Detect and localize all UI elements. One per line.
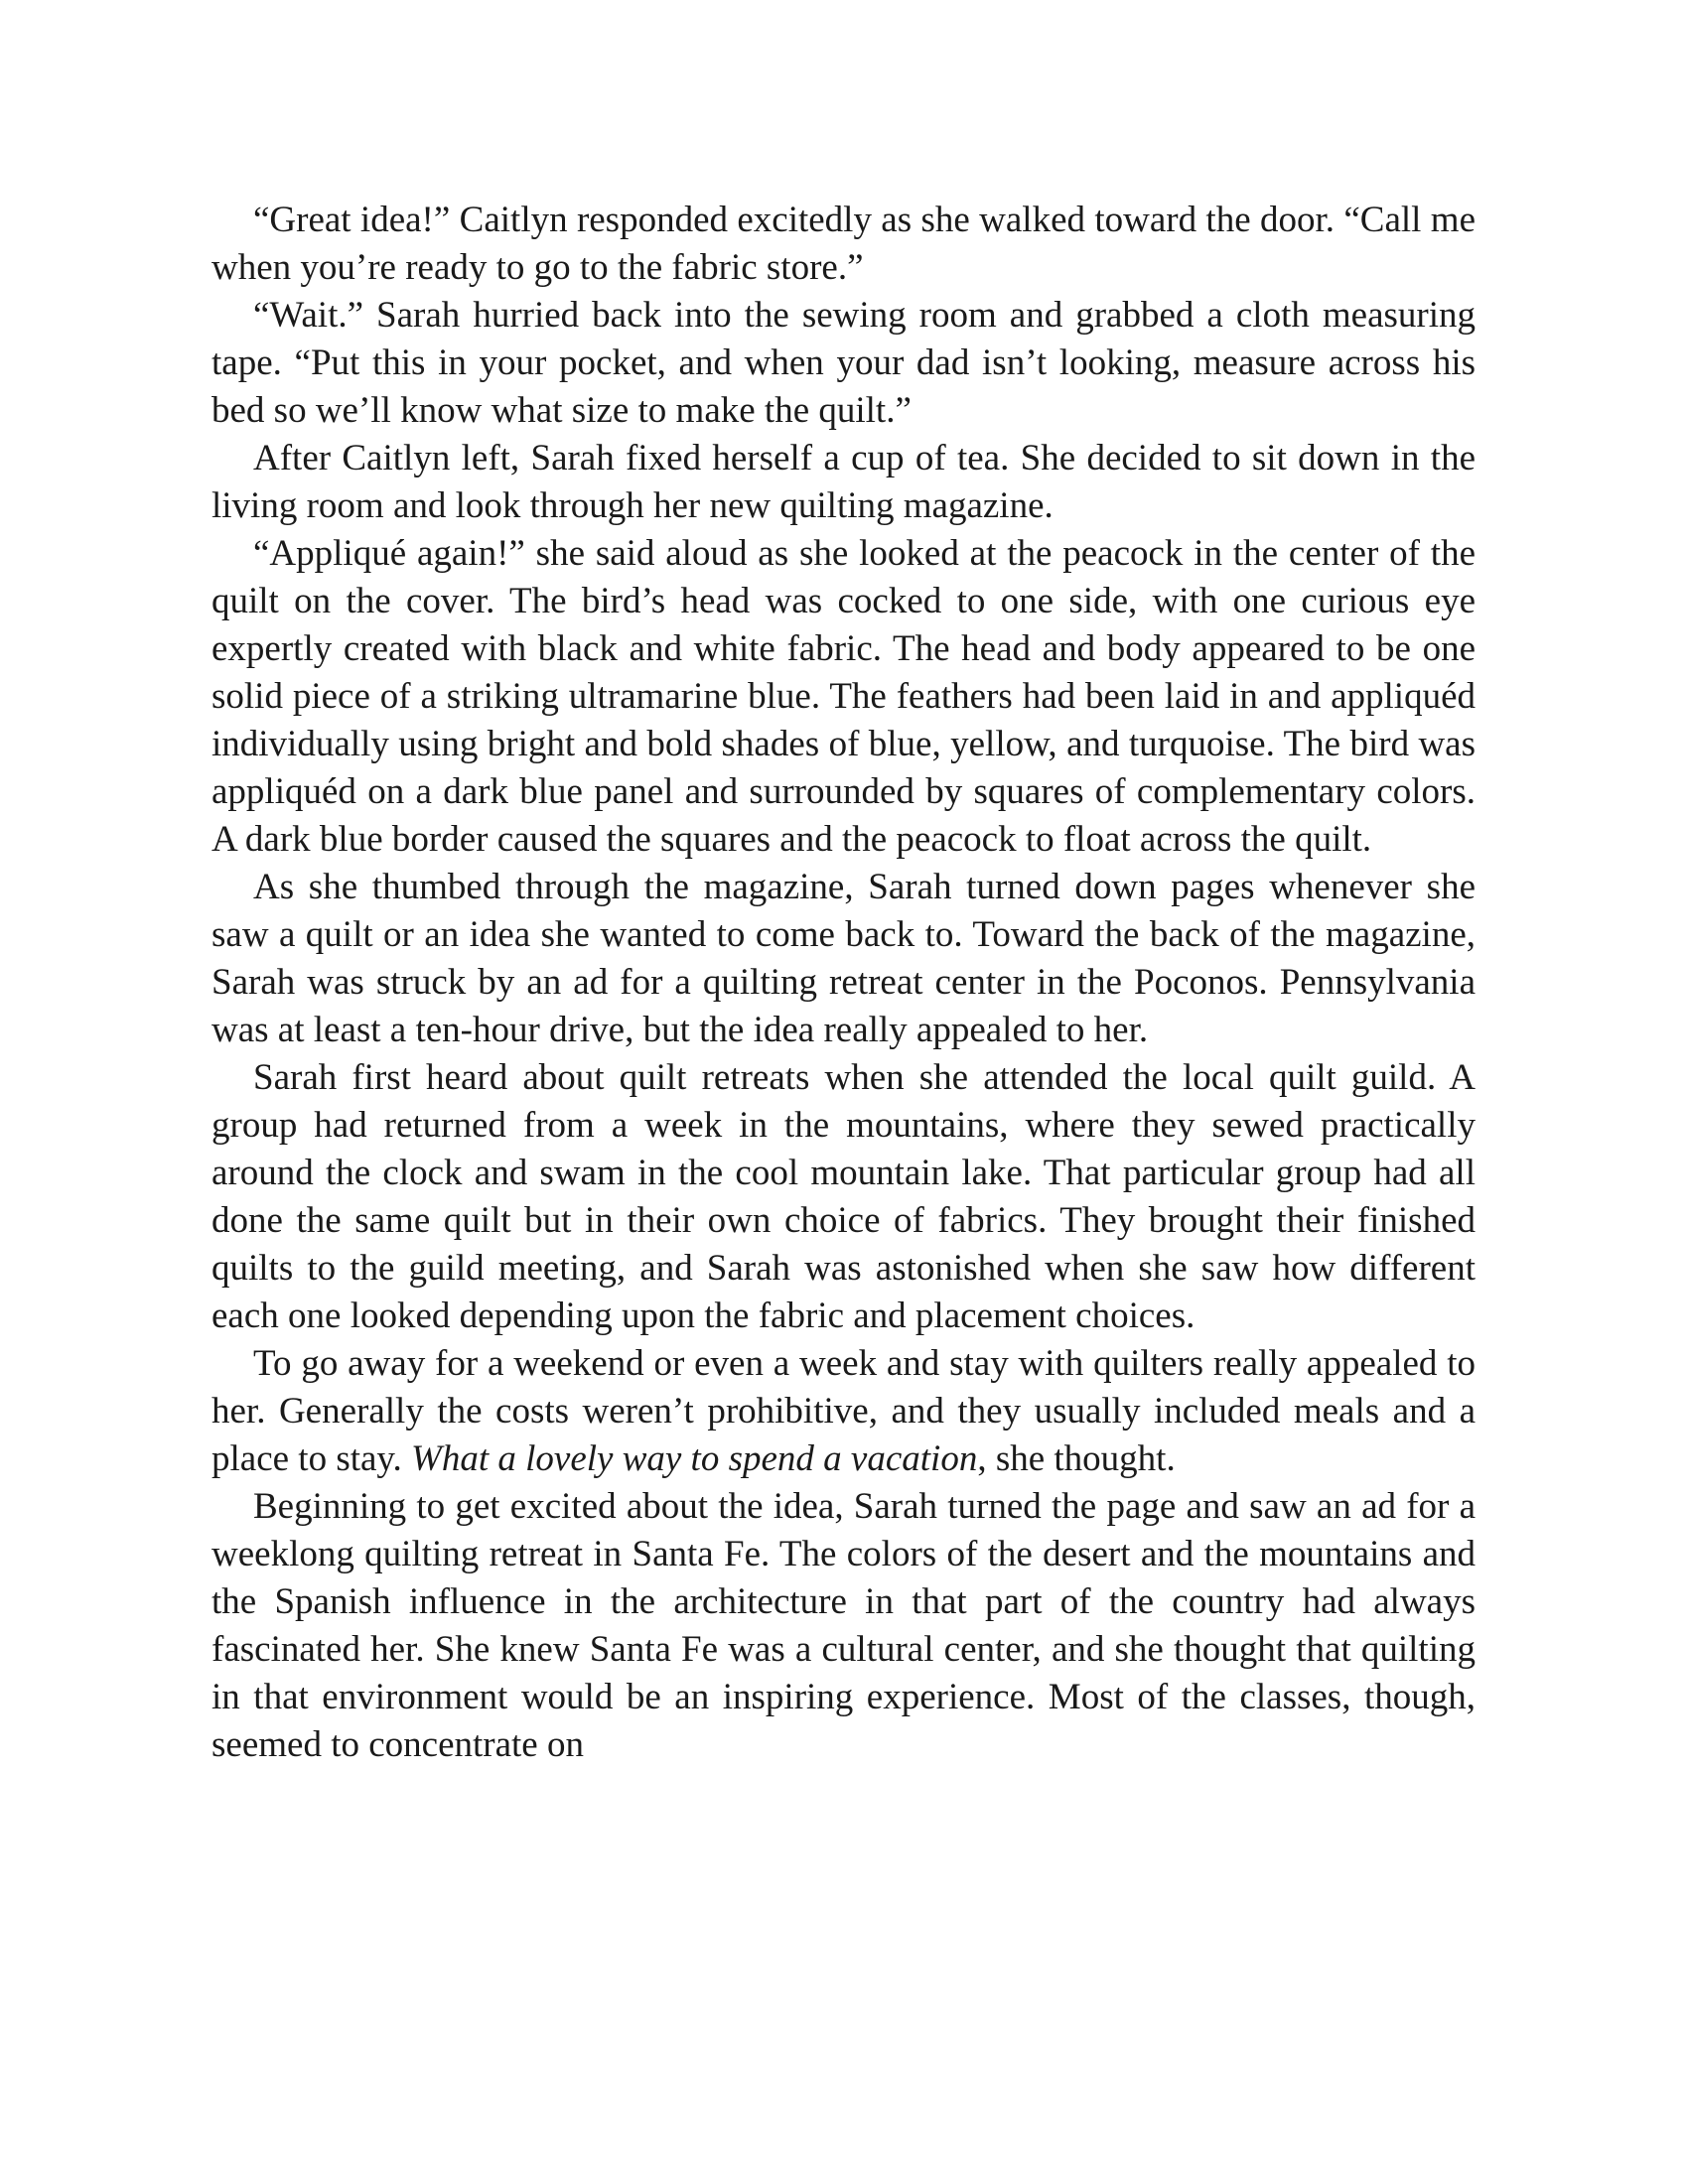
- paragraph-2: “Wait.” Sarah hurried back into the sewing room and grabbed a cloth measuring tape. “Put this in your pocket, and when your dad isn’t looking, measure across his bed so we’ll know what size to make the quilt.”: [211, 295, 1476, 431]
- paragraph-7: [211, 1340, 1476, 1483]
- paragraph-8: Beginning to get excited about the idea, Sarah turned the page and saw an ad for a weeklong quilting retreat in Santa Fe. The colors of the desert and the mountains and the Spanish influence in the architecture in that part of the country had always fascinated her. She knew Santa Fe was a cultural center, and she thought that quilting in that environment would be an inspiring experience. Most of the classes, though, seemed to concentrate on: [211, 1486, 1476, 1765]
- paragraph-5: As she thumbed through the magazine, Sarah turned down pages whenever she saw a quilt or an idea she wanted to come back to. Toward the back of the magazine, Sarah was struck by an ad for a quilting retreat center in the Poconos. Pennsylvania was at least a ten-hour drive, but the idea really appealed to her.: [211, 867, 1476, 1050]
- paragraph-7-text-after: , she thought.: [977, 1438, 1176, 1479]
- paragraph-7-text-before: To go away for a weekend or even a week and stay with quilters really appealed to her. Generally the costs weren’t prohibitive, and they usually included meals and a place to stay.: [211, 1343, 1476, 1479]
- page-body: [211, 197, 1476, 1769]
- paragraph-1: “Great idea!” Caitlyn responded excitedly as she walked toward the door. “Call me when you’re ready to go to the fabric store.”: [211, 200, 1476, 288]
- paragraph-3: After Caitlyn left, Sarah fixed herself a cup of tea. She decided to sit down in the living room and look through her new quilting magazine.: [211, 438, 1476, 526]
- paragraph-7-italic-thought: What a lovely way to spend a vacation: [411, 1438, 978, 1479]
- paragraph-6: Sarah first heard about quilt retreats when she attended the local quilt guild. A group had returned from a week in the mountains, where they sewed practically around the clock and swam in the cool mountain lake. That particular group had all done the same quilt but in their own choice of fabrics. They brought their finished quilts to the guild meeting, and Sarah was astonished when she saw how different each one looked depending upon the fabric and placement choices.: [211, 1057, 1476, 1336]
- paragraph-4: “Appliqué again!” she said aloud as she looked at the peacock in the center of the quilt on the cover. The bird’s head was cocked to one side, with one curious eye expertly created with black and white fabric. The head and body appeared to be one solid piece of a striking ultramarine blue. The feathers had been laid in and appliquéd individually using bright and bold shades of blue, yellow, and turquoise. The bird was appliquéd on a dark blue panel and surrounded by squares of complementary colors. A dark blue border caused the squares and the peacock to float across the quilt.: [211, 533, 1476, 860]
